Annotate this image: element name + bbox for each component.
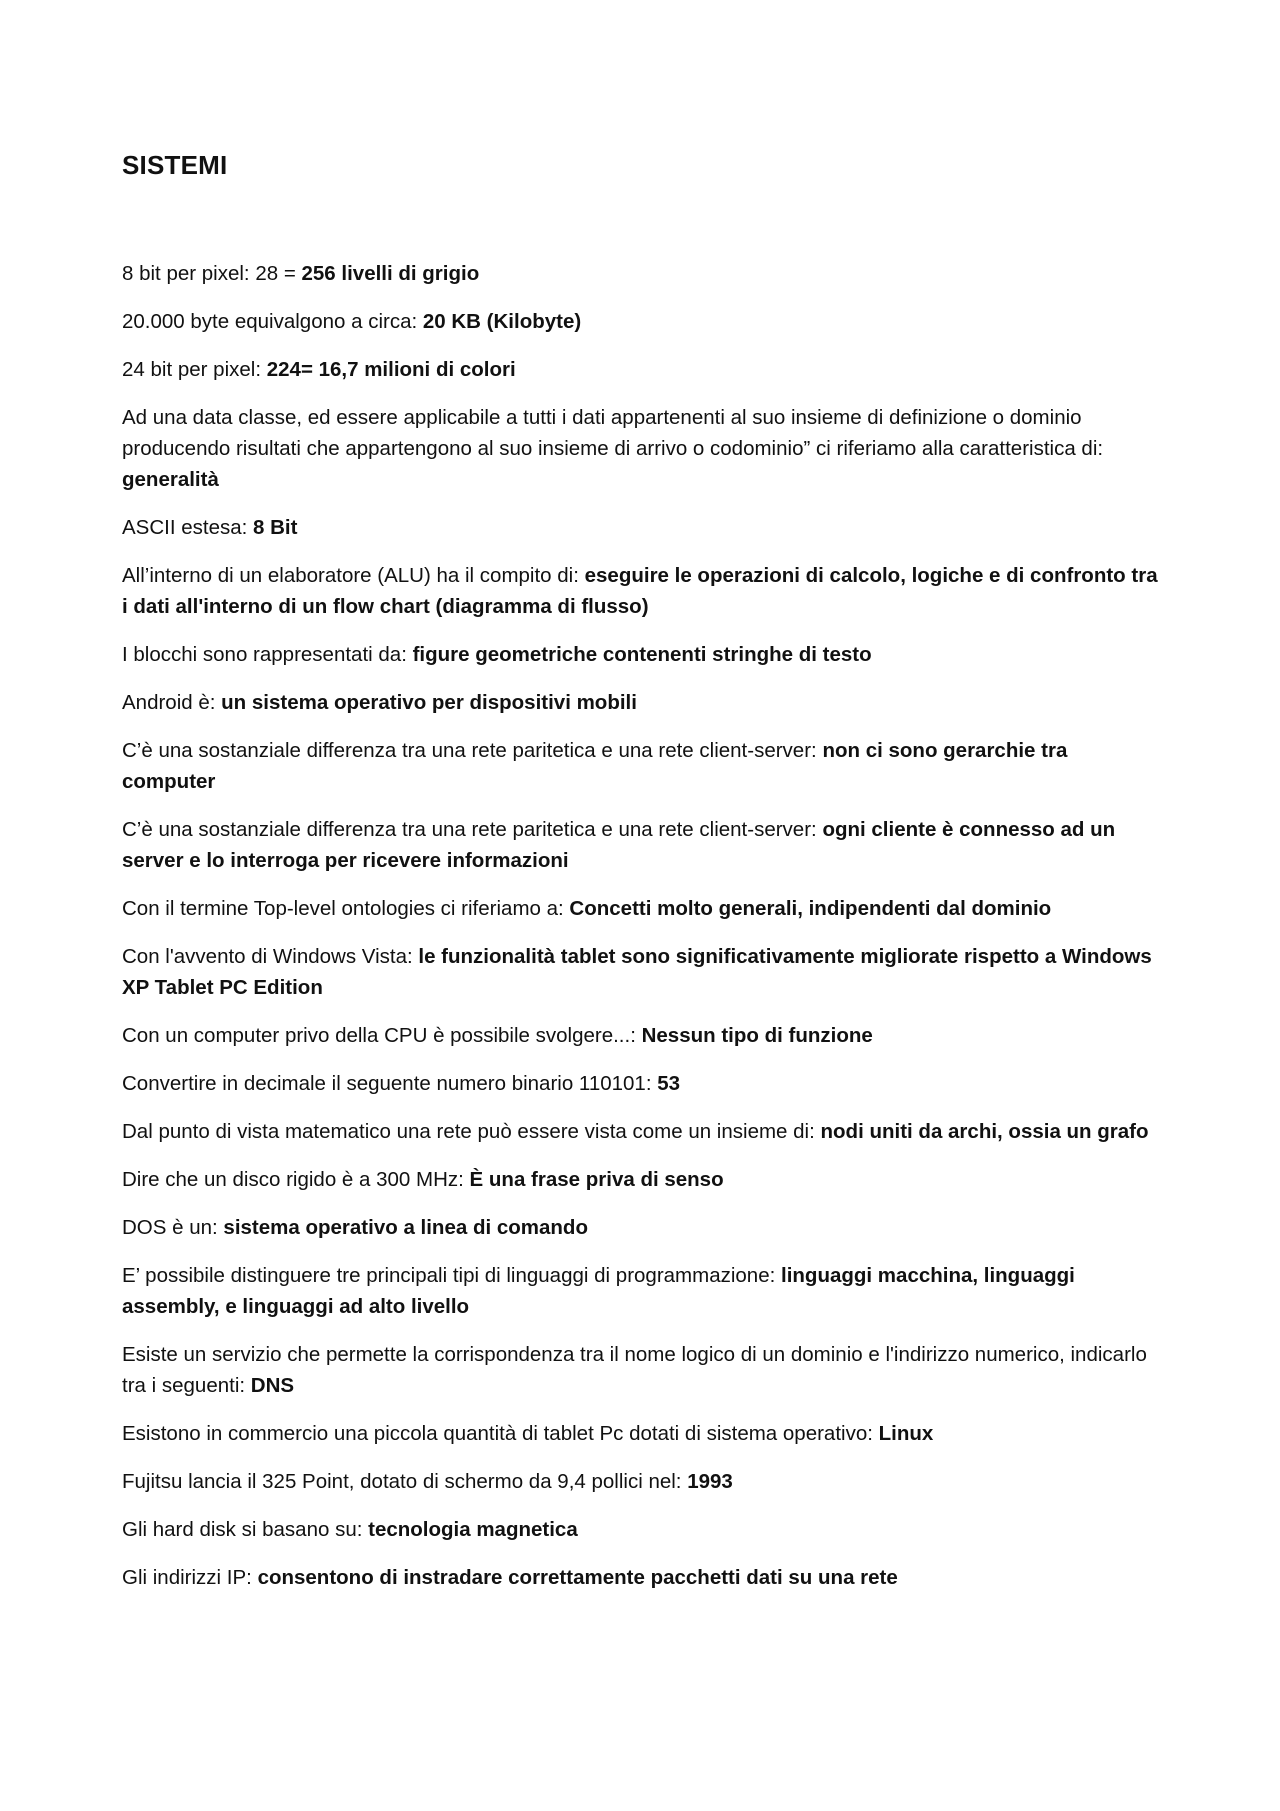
answer-text: linguaggi macchina, linguaggi assembly, e linguaggi ad alto livello — [122, 1264, 1075, 1318]
question-text: Gli indirizzi IP: — [122, 1566, 258, 1589]
question-text: DOS è un: — [122, 1216, 224, 1239]
answer-text: È una frase priva di senso — [469, 1168, 724, 1191]
question-text: C’è una sostanziale differenza tra una rete paritetica e una rete client-server: — [122, 818, 823, 841]
answer-text: le funzionalità tablet sono significativamente migliorate rispetto a Windows XP Tablet PC Edition — [122, 945, 1152, 999]
question-text: 24 bit per pixel: — [122, 358, 267, 381]
question-text: Convertire in decimale il seguente numero binario 110101: — [122, 1072, 658, 1095]
question-text: 20.000 byte equivalgono a circa: — [122, 310, 423, 333]
qa-item — [122, 1514, 1162, 1545]
qa-item — [122, 735, 1162, 797]
qa-item — [122, 941, 1162, 1003]
question-text: Con l'avvento di Windows Vista: — [122, 945, 419, 968]
question-text: Con un computer privo della CPU è possibile svolgere...: — [122, 1024, 642, 1047]
question-text: E’ possibile distinguere tre principali tipi di linguaggi di programmazione: — [122, 1264, 782, 1287]
qa-item — [122, 354, 1162, 385]
qa-item — [122, 1212, 1162, 1243]
question-text: Dire che un disco rigido è a 300 MHz: — [122, 1168, 470, 1191]
qa-item — [122, 258, 1162, 289]
qa-item — [122, 893, 1162, 924]
question-text: 8 bit per pixel: 28 = — [122, 262, 302, 285]
answer-text: 8 Bit — [253, 516, 298, 539]
qa-item — [122, 1418, 1162, 1449]
qa-item — [122, 1068, 1162, 1099]
answer-text: generalità — [122, 468, 219, 491]
answer-text: ogni cliente è connesso ad un server e lo interroga per ricevere informazioni — [122, 818, 1116, 872]
answer-text: nodi uniti da archi, ossia un grafo — [820, 1120, 1149, 1143]
qa-item — [122, 1562, 1162, 1593]
answer-text: Concetti molto generali, indipendenti dal dominio — [569, 897, 1052, 920]
answer-text: 53 — [657, 1072, 681, 1095]
answer-text: Nessun tipo di funzione — [641, 1024, 873, 1047]
answer-text: Linux — [878, 1422, 934, 1445]
answer-text: 224= 16,7 milioni di colori — [266, 358, 516, 381]
qa-list — [122, 258, 1162, 1610]
qa-item — [122, 814, 1162, 876]
qa-item — [122, 402, 1162, 495]
question-text: Esiste un servizio che permette la corrispondenza tra il nome logico di un dominio e l'indirizzo numerico, indicarlo tra i seguenti: — [122, 1343, 1147, 1397]
qa-item — [122, 639, 1162, 670]
answer-text: 256 livelli di grigio — [301, 262, 480, 285]
qa-item — [122, 560, 1162, 622]
qa-item — [122, 306, 1162, 337]
question-text: Fujitsu lancia il 325 Point, dotato di schermo da 9,4 pollici nel: — [122, 1470, 688, 1493]
qa-item — [122, 512, 1162, 543]
answer-text: consentono di instradare correttamente pacchetti dati su una rete — [257, 1566, 898, 1589]
question-text: C’è una sostanziale differenza tra una rete paritetica e una rete client-server: — [122, 739, 823, 762]
answer-text: non ci sono gerarchie tra computer — [122, 739, 1068, 793]
question-text: Dal punto di vista matematico una rete può essere vista come un insieme di: — [122, 1120, 821, 1143]
answer-text: 1993 — [687, 1470, 733, 1493]
question-text: Con il termine Top-level ontologies ci riferiamo a: — [122, 897, 570, 920]
question-text: Ad una data classe, ed essere applicabile a tutti i dati appartenenti al suo insieme di definizione o dominio producendo risultati che appartengono al suo insieme di arrivo o codominio” ci riferiamo alla caratteristica di: — [122, 406, 1104, 460]
answer-text: un sistema operativo per dispositivi mobili — [221, 691, 637, 714]
answer-text: tecnologia magnetica — [368, 1518, 578, 1541]
question-text: Gli hard disk si basano su: — [122, 1518, 369, 1541]
page-title: SISTEMI — [122, 150, 228, 180]
question-text: I blocchi sono rappresentati da: — [122, 643, 413, 666]
qa-item — [122, 687, 1162, 718]
answer-text: DNS — [250, 1374, 295, 1397]
qa-item — [122, 1466, 1162, 1497]
question-text: All’interno di un elaboratore (ALU) ha il compito di: — [122, 564, 585, 587]
question-text: ASCII estesa: — [122, 516, 254, 539]
answer-text: 20 KB (Kilobyte) — [422, 310, 582, 333]
answer-text: sistema operativo a linea di comando — [223, 1216, 588, 1239]
question-text: Esistono in commercio una piccola quantità di tablet Pc dotati di sistema operativo: — [122, 1422, 879, 1445]
qa-item — [122, 1260, 1162, 1322]
answer-text: eseguire le operazioni di calcolo, logiche e di confronto tra i dati all'interno di un flow chart (diagramma di flusso) — [122, 564, 1158, 618]
qa-item — [122, 1339, 1162, 1401]
qa-item — [122, 1020, 1162, 1051]
document-page — [122, 150, 1162, 1589]
qa-item — [122, 1116, 1162, 1147]
answer-text: figure geometriche contenenti stringhe di testo — [412, 643, 872, 666]
question-text: Android è: — [122, 691, 222, 714]
qa-item — [122, 1164, 1162, 1195]
